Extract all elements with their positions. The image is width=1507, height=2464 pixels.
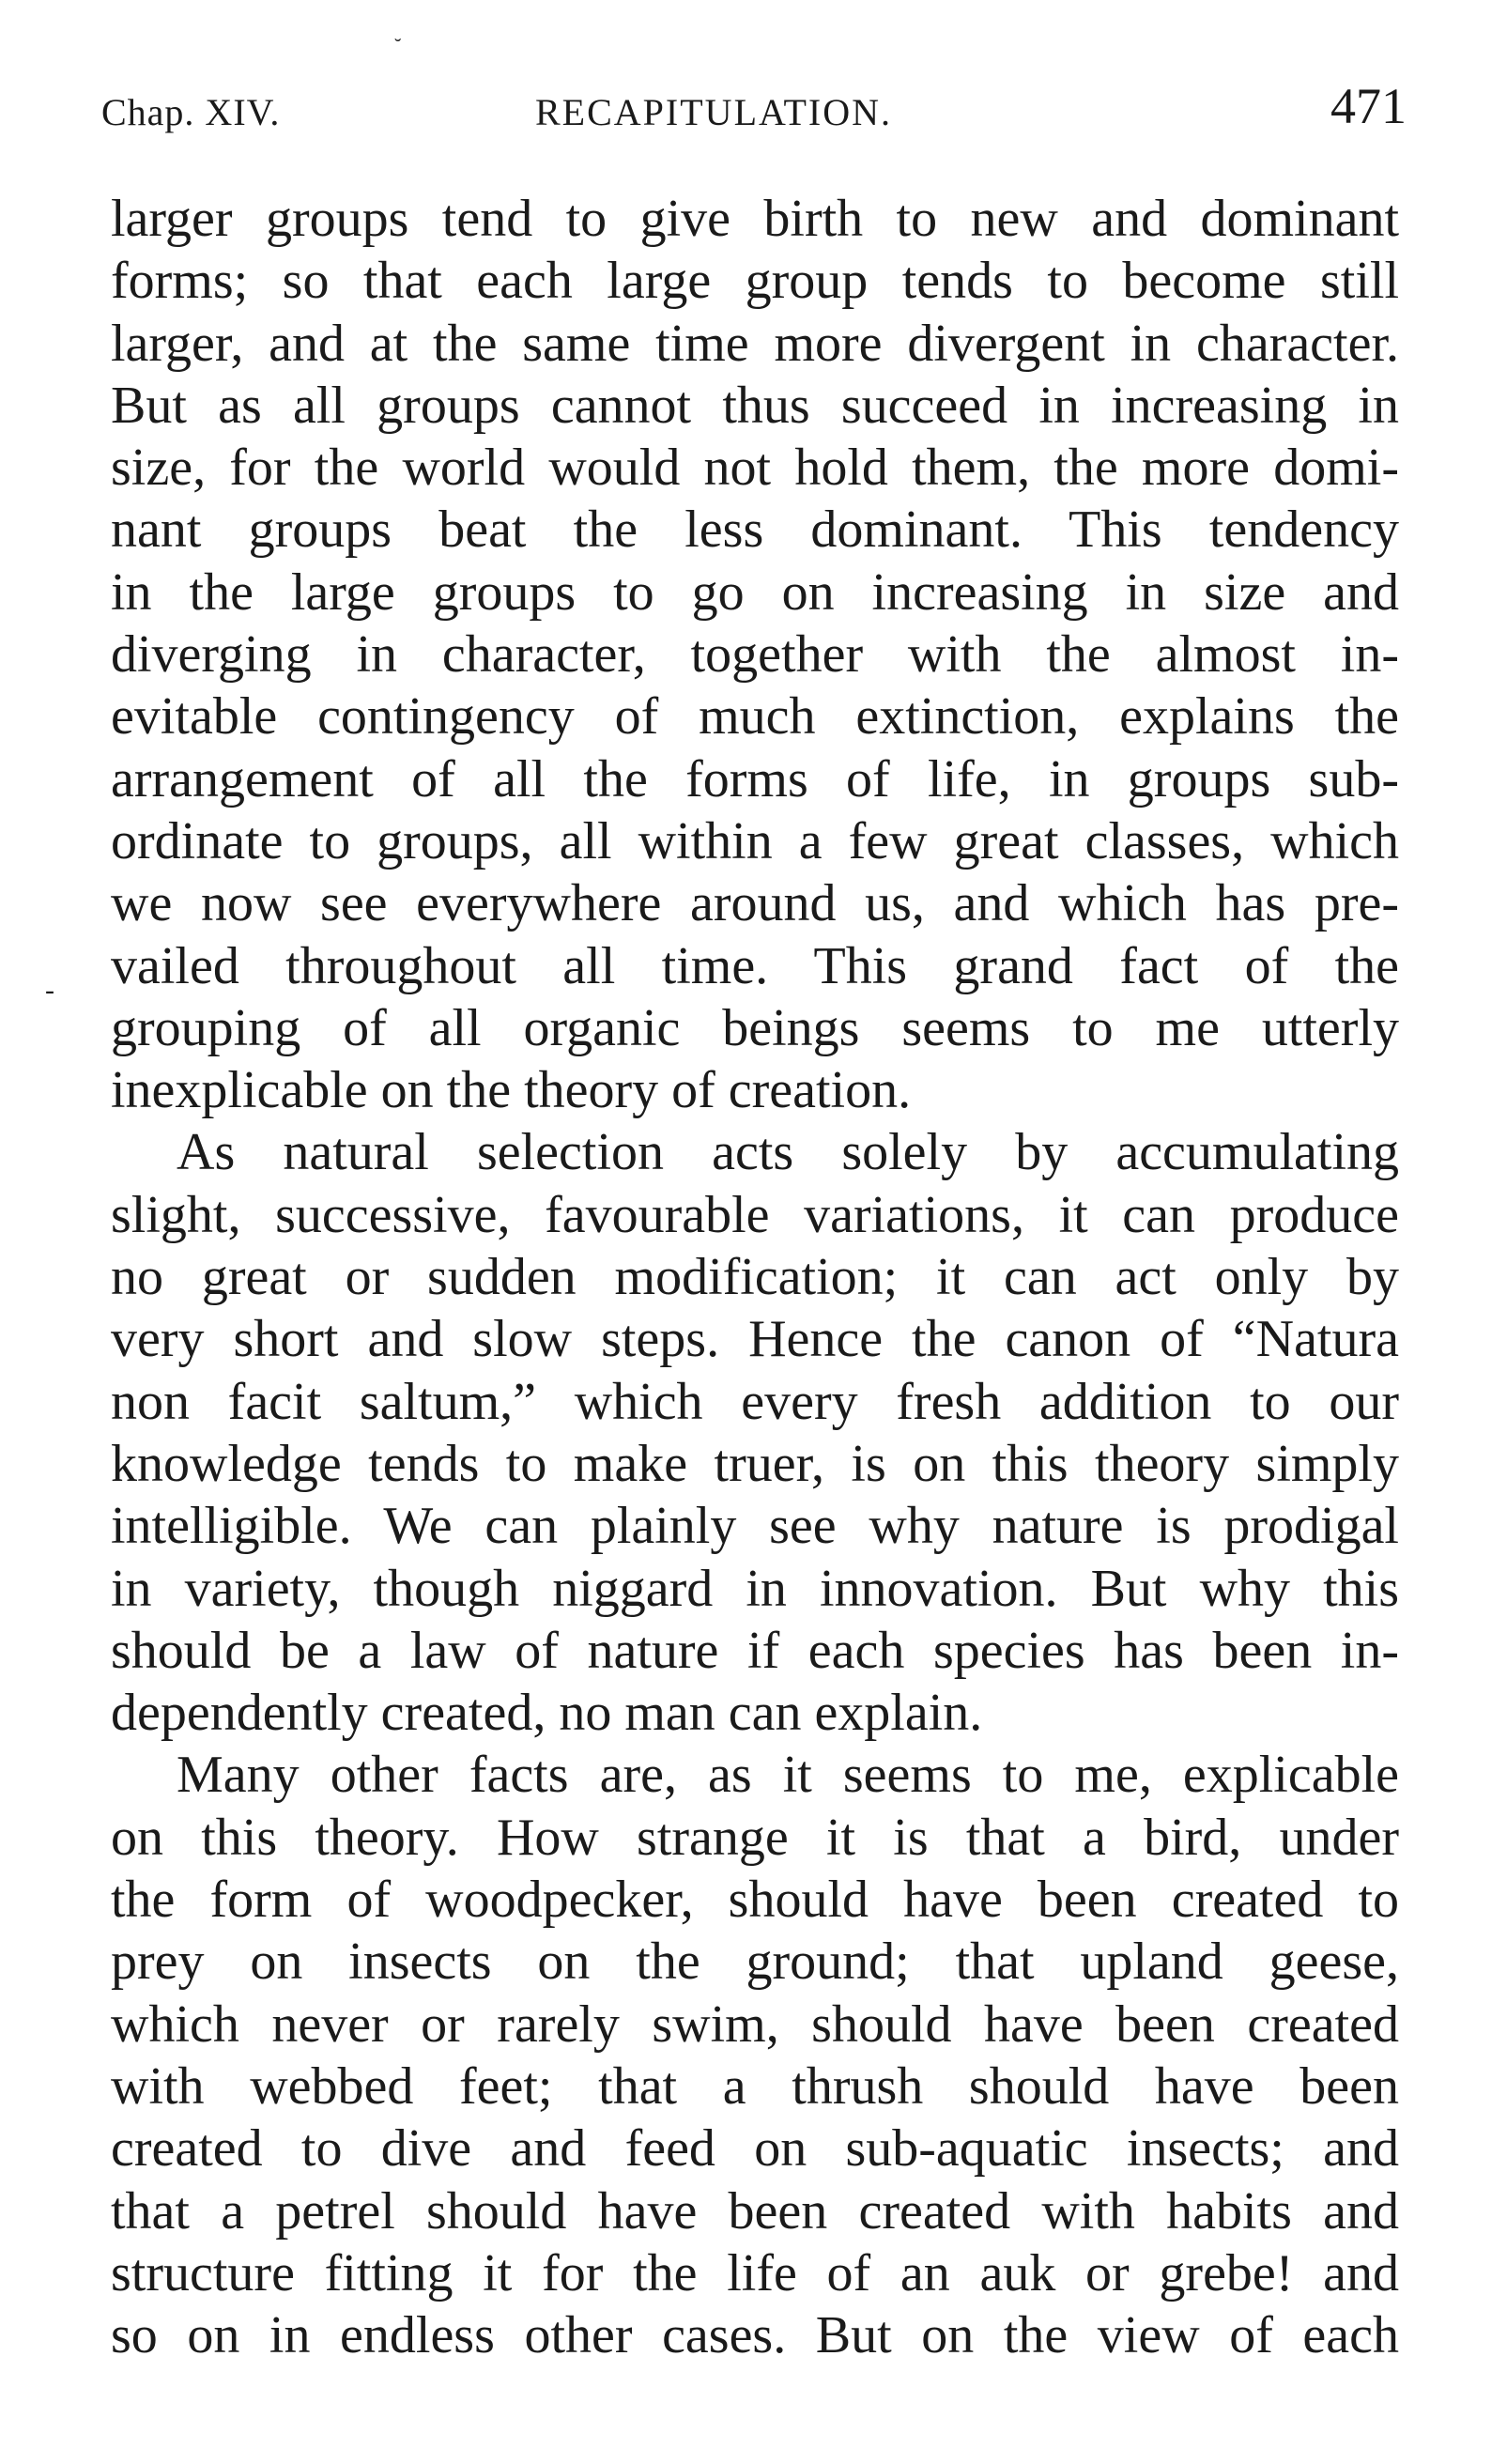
text-line: knowledge tends to make truer, is on this theory simply (111, 1434, 1399, 1493)
text-line: slight, successive, favourable variations, it can produce (111, 1185, 1399, 1244)
printer-mark: ˘ (394, 34, 402, 57)
page-number: 471 (1330, 78, 1407, 134)
text-line: the form of woodpecker, should have been created to (111, 1871, 1399, 1930)
text-line: with webbed feet; that a thrush should have been (111, 2056, 1399, 2116)
text-line: ordinate to groups, all within a few great classes, which (111, 811, 1399, 870)
text-line: that a petrel should have been created with habits and (111, 2181, 1399, 2241)
text-line: no great or sudden modification; it can act only by (111, 1248, 1399, 1307)
text-line: larger, and at the same time more divergent in character. (111, 314, 1399, 373)
text-line: prey on insects on the ground; that upland geese, (111, 1933, 1399, 1992)
text-line: in variety, though niggard in innovation. But why this (111, 1559, 1399, 1618)
text-line: Many other facts are, as it seems to me, explicable (177, 1746, 1399, 1805)
text-line: As natural selection acts solely by accumulating (177, 1123, 1399, 1182)
page-header (101, 77, 1407, 143)
text-line: But as all groups cannot thus succeed in increasing in (111, 376, 1399, 435)
text-line: non facit saltum,” which every fresh addition to our (111, 1372, 1399, 1431)
text-line: structure fitting it for the life of an auk or grebe! and (111, 2243, 1399, 2302)
margin-mark: - (45, 975, 54, 1006)
text-line: forms; so that each large group tends to become still (111, 252, 1399, 311)
text-line: so on in endless other cases. But on the view of each (111, 2306, 1399, 2365)
chapter-label: Chap. XIV. (101, 91, 281, 133)
text-line: intelligible. We can plainly see why nature is prodigal (111, 1497, 1399, 1556)
text-line: very short and slow steps. Hence the canon of “Natura (111, 1310, 1399, 1369)
text-line: on this theory. How strange it is that a bird, under (111, 1808, 1399, 1867)
text-line: arrangement of all the forms of life, in groups sub- (111, 749, 1399, 808)
text-line: which never or rarely swim, should have been created (111, 1994, 1399, 2054)
body-text (111, 188, 1399, 2366)
text-line: nant groups beat the less dominant. This tendency (111, 500, 1399, 560)
text-line: grouping of all organic beings seems to me utterly (111, 998, 1399, 1057)
running-title: RECAPITULATION. (535, 91, 892, 133)
text-line: larger groups tend to give birth to new and dominant (111, 190, 1399, 248)
text-line: size, for the world would not hold them, the more domi- (111, 439, 1399, 498)
text-line: evitable contingency of much extinction, explains the (111, 687, 1399, 747)
text-line: in the large groups to go on increasing in size and (111, 562, 1399, 622)
text-line: we now see everywhere around us, and which has pre- (111, 874, 1399, 933)
text-line: inexplicable on the theory of creation. (111, 1061, 912, 1120)
text-line: should be a law of nature if each species has been in- (111, 1621, 1399, 1680)
text-line: vailed throughout all time. This grand fact of the (111, 936, 1399, 995)
text-line: diverging in character, together with the almost in- (111, 625, 1399, 685)
text-line: dependently created, no man can explain. (111, 1684, 983, 1743)
text-line: created to dive and feed on sub-aquatic insects; and (111, 2119, 1399, 2179)
